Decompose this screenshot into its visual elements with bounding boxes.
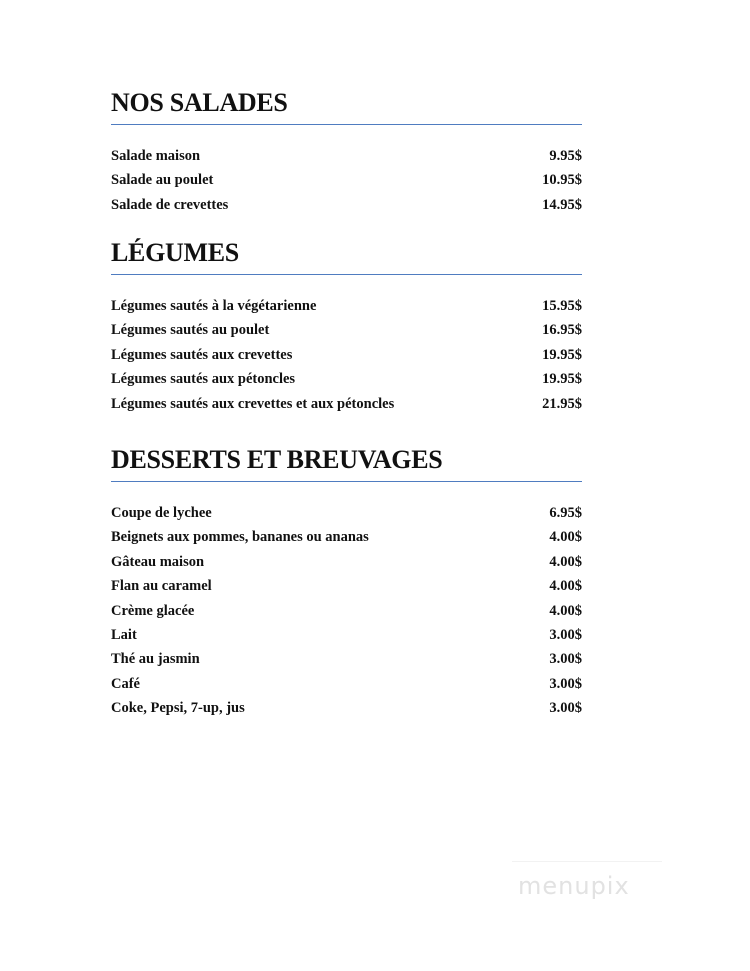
menu-item bbox=[111, 550, 582, 574]
menu-item-name: Flan au caramel bbox=[111, 578, 212, 595]
menu-item-name: Salade maison bbox=[111, 148, 201, 164]
section-divider bbox=[111, 274, 582, 275]
menu-item bbox=[111, 318, 582, 342]
menu-item-price: 16.95$ bbox=[542, 322, 582, 339]
menu-item bbox=[111, 343, 582, 367]
menu-item-price: 10.95$ bbox=[542, 172, 582, 189]
menu-item-list bbox=[111, 501, 582, 721]
menu-item bbox=[111, 367, 582, 391]
watermark: menupix bbox=[518, 872, 630, 900]
menu-item-price: 21.95$ bbox=[542, 395, 582, 412]
menu-item-price: 4.00$ bbox=[549, 602, 582, 619]
menu-item-name: Beignets aux pommes, bananes ou ananas bbox=[111, 529, 369, 546]
menu-item-price: 4.00$ bbox=[549, 578, 582, 595]
menu-item bbox=[111, 623, 582, 647]
menu-item-name: Légumes sautés aux pétoncles bbox=[111, 371, 296, 388]
menu-item-price: 4.00$ bbox=[549, 553, 582, 570]
section-title: LÉGUMES bbox=[111, 238, 239, 267]
menu-item-list bbox=[111, 144, 582, 217]
section-title: DESSERTS ET BREUVAGES bbox=[111, 445, 443, 474]
section-salades bbox=[111, 88, 582, 217]
menu-item-name: Salade de crevettes bbox=[111, 196, 229, 213]
menu-item-list bbox=[111, 294, 582, 416]
menu-item-name: Café bbox=[111, 675, 140, 692]
menu-item bbox=[111, 144, 582, 168]
menu-item bbox=[111, 392, 582, 416]
menu-item-name: Lait bbox=[111, 626, 137, 643]
menu-item-name: Crème glacée bbox=[111, 602, 195, 619]
menu-item-price: 19.95$ bbox=[542, 346, 582, 363]
menu-item-name: Gâteau maison bbox=[111, 553, 205, 570]
menu-item-price: 14.95$ bbox=[542, 196, 582, 213]
menu-item-price: 9.95$ bbox=[549, 148, 582, 164]
menu-item bbox=[111, 599, 582, 623]
watermark-line bbox=[512, 861, 662, 862]
menu-item-price: 3.00$ bbox=[549, 675, 582, 692]
menu-item-price: 3.00$ bbox=[549, 700, 582, 717]
menu-item bbox=[111, 574, 582, 598]
menu-item-name: Légumes sautés à la végétarienne bbox=[111, 298, 317, 314]
menu-item-name: Thé au jasmin bbox=[111, 651, 200, 668]
section-title: NOS SALADES bbox=[111, 88, 288, 117]
menu-item-name: Coke, Pepsi, 7-up, jus bbox=[111, 700, 245, 717]
menu-item bbox=[111, 525, 582, 549]
menu-item-name: Coupe de lychee bbox=[111, 505, 212, 521]
menu-item-name: Légumes sautés aux crevettes bbox=[111, 346, 293, 363]
section-desserts-breuvages bbox=[111, 445, 582, 721]
section-divider bbox=[111, 124, 582, 125]
section-legumes bbox=[111, 238, 582, 416]
menu-item-price: 4.00$ bbox=[549, 529, 582, 546]
menu-item bbox=[111, 672, 582, 696]
menu-item bbox=[111, 168, 582, 192]
section-divider bbox=[111, 481, 582, 482]
menu-item-price: 3.00$ bbox=[549, 626, 582, 643]
menu-item bbox=[111, 294, 582, 318]
menu-item bbox=[111, 647, 582, 671]
menu-item-price: 3.00$ bbox=[549, 651, 582, 668]
menu-item-price: 6.95$ bbox=[549, 505, 582, 521]
menu-item-price: 15.95$ bbox=[542, 298, 582, 314]
menu-item-name: Légumes sautés aux crevettes et aux pétoncles bbox=[111, 395, 395, 412]
menu-item bbox=[111, 501, 582, 525]
menu-item-name: Légumes sautés au poulet bbox=[111, 322, 270, 339]
menu-item bbox=[111, 193, 582, 217]
menu-item-price: 19.95$ bbox=[542, 371, 582, 388]
menu-item-name: Salade au poulet bbox=[111, 172, 214, 189]
menu-item bbox=[111, 696, 582, 720]
